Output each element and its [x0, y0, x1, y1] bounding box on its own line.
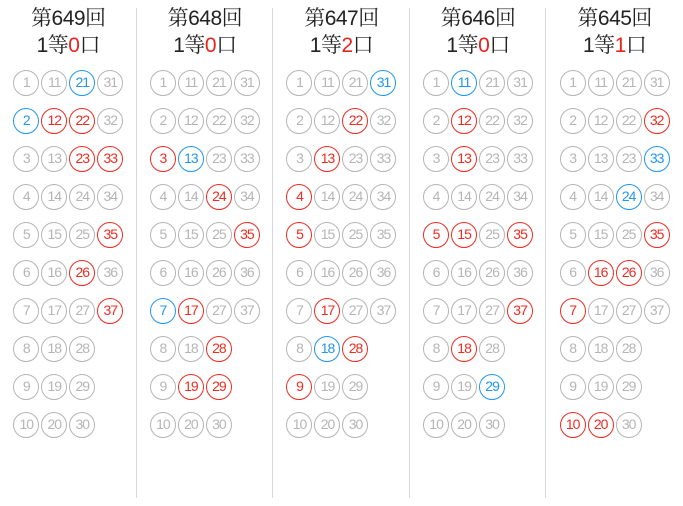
number-ball[interactable]: 37	[370, 298, 396, 324]
number-ball[interactable]: 31	[234, 70, 260, 96]
number-ball[interactable]: 16	[588, 260, 614, 286]
round-title: 第649回	[31, 7, 106, 30]
number-row	[149, 292, 261, 330]
number-ball[interactable]: 1	[560, 70, 586, 96]
number-ball[interactable]: 4	[423, 184, 449, 210]
number-ball[interactable]: 16	[41, 260, 67, 286]
number-ball[interactable]: 16	[178, 260, 204, 286]
number-ball[interactable]: 2	[560, 108, 586, 134]
number-ball[interactable]: 19	[588, 374, 614, 400]
prize-rank-label: 1等	[173, 34, 205, 57]
number-ball[interactable]: 22	[342, 108, 368, 134]
number-row	[559, 254, 671, 292]
number-ball[interactable]: 3	[560, 146, 586, 172]
number-ball[interactable]: 20	[588, 412, 614, 438]
number-ball[interactable]: 17	[178, 298, 204, 324]
number-row	[422, 254, 534, 292]
number-ball[interactable]: 11	[41, 70, 67, 96]
number-ball[interactable]: 7	[560, 298, 586, 324]
number-ball[interactable]: 9	[286, 374, 312, 400]
number-ball[interactable]: 24	[342, 184, 368, 210]
number-ball[interactable]: 26	[206, 260, 232, 286]
round-column	[137, 0, 274, 506]
number-ball[interactable]: 8	[560, 336, 586, 362]
prize-rank-label: 1等	[446, 34, 479, 57]
number-row	[285, 64, 397, 102]
number-ball[interactable]: 28	[206, 336, 232, 362]
number-ball[interactable]: 19	[178, 374, 204, 400]
number-row	[559, 64, 671, 102]
prize-count: 0	[68, 34, 80, 57]
number-ball[interactable]: 23	[616, 146, 642, 172]
number-ball[interactable]: 33	[644, 146, 670, 172]
number-ball[interactable]: 25	[206, 222, 232, 248]
number-grid	[410, 64, 547, 444]
prize-count: 0	[204, 34, 217, 57]
number-ball[interactable]: 25	[616, 222, 642, 248]
number-row	[559, 140, 671, 178]
number-ball[interactable]: 6	[560, 260, 586, 286]
number-row	[422, 216, 534, 254]
round-header	[0, 0, 137, 60]
number-ball[interactable]: 2	[286, 108, 312, 134]
number-row	[559, 368, 671, 406]
number-row	[12, 140, 124, 178]
number-ball[interactable]: 12	[41, 108, 67, 134]
number-ball[interactable]: 22	[616, 108, 642, 134]
number-ball[interactable]: 15	[41, 222, 67, 248]
number-row	[559, 178, 671, 216]
number-ball[interactable]: 15	[588, 222, 614, 248]
number-ball[interactable]: 34	[507, 184, 533, 210]
number-ball[interactable]: 18	[451, 336, 477, 362]
number-ball[interactable]: 26	[69, 260, 95, 286]
number-ball[interactable]: 10	[150, 412, 176, 438]
number-ball[interactable]: 4	[560, 184, 586, 210]
number-ball[interactable]: 28	[616, 336, 642, 362]
number-ball[interactable]: 24	[206, 184, 232, 210]
number-ball[interactable]: 25	[342, 222, 368, 248]
round-column	[0, 0, 137, 506]
number-row	[285, 368, 397, 406]
round-header	[273, 0, 410, 60]
number-ball[interactable]: 37	[644, 298, 670, 324]
number-ball[interactable]: 28	[479, 336, 505, 362]
number-ball[interactable]: 20	[451, 412, 477, 438]
number-ball[interactable]: 24	[616, 184, 642, 210]
round-title: 第648回	[167, 7, 243, 30]
number-ball[interactable]: 5	[150, 222, 176, 248]
number-ball[interactable]: 37	[507, 298, 533, 324]
number-row	[285, 406, 397, 444]
prize-summary	[546, 32, 683, 60]
number-ball[interactable]: 6	[423, 260, 449, 286]
number-row	[12, 330, 124, 368]
number-ball[interactable]: 10	[13, 412, 39, 438]
number-ball[interactable]: 25	[479, 222, 505, 248]
prize-rank-label: 1等	[36, 34, 69, 57]
prize-unit-label: 口	[216, 34, 237, 57]
number-grid	[546, 64, 683, 444]
round-column	[410, 0, 547, 506]
round-column	[546, 0, 683, 506]
number-ball[interactable]: 12	[588, 108, 614, 134]
number-ball[interactable]: 33	[507, 146, 533, 172]
number-ball[interactable]: 25	[69, 222, 95, 248]
round-title: 第646回	[440, 7, 516, 30]
number-ball[interactable]: 31	[370, 70, 396, 96]
number-ball[interactable]: 3	[13, 146, 39, 172]
number-ball[interactable]: 11	[451, 70, 477, 96]
number-ball[interactable]: 36	[370, 260, 396, 286]
number-ball[interactable]: 29	[206, 374, 232, 400]
number-ball[interactable]: 10	[423, 412, 449, 438]
number-ball[interactable]: 36	[507, 260, 533, 286]
number-ball-placeholder	[97, 412, 123, 438]
number-row	[422, 64, 534, 102]
number-ball[interactable]: 21	[479, 70, 505, 96]
number-ball[interactable]: 27	[206, 298, 232, 324]
number-ball[interactable]: 8	[13, 336, 39, 362]
number-ball[interactable]: 13	[178, 146, 204, 172]
number-ball[interactable]: 36	[234, 260, 260, 286]
number-ball[interactable]: 9	[13, 374, 39, 400]
number-row	[149, 178, 261, 216]
number-row	[559, 292, 671, 330]
number-ball[interactable]: 13	[41, 146, 67, 172]
number-ball[interactable]: 11	[588, 70, 614, 96]
number-ball[interactable]: 12	[451, 108, 477, 134]
number-ball[interactable]: 1	[286, 70, 312, 96]
number-ball-placeholder	[644, 374, 670, 400]
prize-count: 0	[478, 34, 490, 57]
number-ball[interactable]: 3	[150, 146, 176, 172]
number-ball[interactable]: 6	[286, 260, 312, 286]
number-ball-placeholder	[644, 336, 670, 362]
number-ball[interactable]: 4	[286, 184, 312, 210]
prize-summary	[137, 32, 274, 60]
number-row	[285, 178, 397, 216]
number-ball[interactable]: 31	[507, 70, 533, 96]
number-ball[interactable]: 23	[342, 146, 368, 172]
number-row	[559, 216, 671, 254]
number-row	[149, 406, 261, 444]
number-row	[559, 406, 671, 444]
number-ball[interactable]: 2	[13, 108, 39, 134]
round-header	[137, 0, 274, 60]
number-ball[interactable]: 26	[479, 260, 505, 286]
number-ball[interactable]: 27	[69, 298, 95, 324]
number-row	[12, 64, 124, 102]
number-ball[interactable]: 26	[342, 260, 368, 286]
number-row	[12, 254, 124, 292]
prize-unit-label: 口	[489, 34, 510, 57]
number-ball[interactable]: 35	[234, 222, 260, 248]
number-ball-placeholder	[370, 412, 396, 438]
number-ball[interactable]: 14	[588, 184, 614, 210]
number-ball[interactable]: 16	[451, 260, 477, 286]
number-row	[149, 254, 261, 292]
number-ball[interactable]: 3	[423, 146, 449, 172]
number-row	[12, 292, 124, 330]
number-ball[interactable]: 31	[644, 70, 670, 96]
number-ball[interactable]: 14	[41, 184, 67, 210]
number-ball[interactable]: 21	[69, 70, 95, 96]
round-column	[273, 0, 410, 506]
number-ball[interactable]: 1	[423, 70, 449, 96]
number-ball[interactable]: 13	[588, 146, 614, 172]
number-ball[interactable]: 29	[69, 374, 95, 400]
prize-rank-label: 1等	[309, 34, 342, 57]
number-ball[interactable]: 2	[150, 108, 176, 134]
number-ball[interactable]: 21	[342, 70, 368, 96]
prize-unit-label: 口	[79, 34, 100, 57]
prize-rank-label: 1等	[582, 34, 615, 57]
number-ball[interactable]: 36	[97, 260, 123, 286]
number-ball[interactable]: 9	[560, 374, 586, 400]
number-ball[interactable]: 34	[97, 184, 123, 210]
number-ball[interactable]: 19	[314, 374, 340, 400]
number-ball[interactable]: 6	[150, 260, 176, 286]
number-ball[interactable]: 12	[314, 108, 340, 134]
number-ball-placeholder	[234, 412, 260, 438]
number-ball-placeholder	[97, 374, 123, 400]
number-ball[interactable]: 20	[314, 412, 340, 438]
number-row	[285, 216, 397, 254]
number-ball[interactable]: 11	[314, 70, 340, 96]
number-ball[interactable]: 34	[644, 184, 670, 210]
prize-unit-label: 口	[625, 34, 647, 57]
number-ball[interactable]: 20	[41, 412, 67, 438]
number-ball[interactable]: 27	[616, 298, 642, 324]
number-ball[interactable]: 7	[150, 298, 176, 324]
number-ball[interactable]: 14	[178, 184, 204, 210]
number-ball[interactable]: 6	[13, 260, 39, 286]
number-ball[interactable]: 30	[479, 412, 505, 438]
number-row	[559, 330, 671, 368]
number-ball[interactable]: 9	[150, 374, 176, 400]
number-ball[interactable]: 32	[97, 108, 123, 134]
number-ball[interactable]: 37	[234, 298, 260, 324]
number-ball[interactable]: 19	[451, 374, 477, 400]
number-ball[interactable]: 32	[234, 108, 260, 134]
number-ball[interactable]: 29	[616, 374, 642, 400]
number-ball[interactable]: 30	[342, 412, 368, 438]
number-grid	[273, 64, 410, 444]
number-ball[interactable]: 5	[423, 222, 449, 248]
number-ball[interactable]: 32	[507, 108, 533, 134]
number-ball-placeholder	[234, 336, 260, 362]
prize-summary	[273, 32, 410, 60]
number-ball-placeholder	[507, 336, 533, 362]
number-ball-placeholder	[370, 336, 396, 362]
number-ball[interactable]: 34	[234, 184, 260, 210]
number-row	[149, 64, 261, 102]
number-ball[interactable]: 23	[69, 146, 95, 172]
number-ball[interactable]: 30	[206, 412, 232, 438]
number-ball[interactable]: 37	[97, 298, 123, 324]
number-ball[interactable]: 28	[342, 336, 368, 362]
number-ball[interactable]: 21	[616, 70, 642, 96]
number-ball[interactable]: 7	[286, 298, 312, 324]
number-ball[interactable]: 27	[479, 298, 505, 324]
prize-unit-label: 口	[352, 34, 374, 57]
prize-summary	[410, 32, 547, 60]
number-ball[interactable]: 5	[560, 222, 586, 248]
number-ball[interactable]: 31	[97, 70, 123, 96]
number-row	[149, 216, 261, 254]
number-ball[interactable]: 9	[423, 374, 449, 400]
number-ball-placeholder	[507, 374, 533, 400]
number-ball[interactable]: 4	[13, 184, 39, 210]
prize-summary	[0, 32, 137, 60]
number-ball[interactable]: 13	[451, 146, 477, 172]
number-row	[285, 330, 397, 368]
number-ball[interactable]: 32	[644, 108, 670, 134]
number-row	[422, 406, 534, 444]
number-ball[interactable]: 35	[97, 222, 123, 248]
number-row	[285, 140, 397, 178]
number-ball[interactable]: 1	[150, 70, 176, 96]
number-ball-placeholder	[644, 412, 670, 438]
number-ball[interactable]: 30	[616, 412, 642, 438]
number-ball[interactable]: 18	[178, 336, 204, 362]
number-ball-placeholder	[507, 412, 533, 438]
number-ball[interactable]: 10	[560, 412, 586, 438]
number-ball[interactable]: 8	[286, 336, 312, 362]
number-grid	[0, 64, 137, 444]
number-ball[interactable]: 12	[178, 108, 204, 134]
number-row	[422, 330, 534, 368]
number-row	[422, 140, 534, 178]
round-title: 第645回	[577, 7, 652, 30]
round-header	[546, 0, 683, 60]
number-ball-placeholder	[234, 374, 260, 400]
number-ball[interactable]: 7	[13, 298, 39, 324]
number-row	[559, 102, 671, 140]
number-ball[interactable]: 13	[314, 146, 340, 172]
number-ball[interactable]: 5	[286, 222, 312, 248]
number-ball[interactable]: 33	[234, 146, 260, 172]
number-ball[interactable]: 33	[370, 146, 396, 172]
number-ball[interactable]: 8	[423, 336, 449, 362]
number-ball[interactable]: 18	[314, 336, 340, 362]
number-ball[interactable]: 7	[423, 298, 449, 324]
number-row	[422, 102, 534, 140]
number-ball[interactable]: 23	[206, 146, 232, 172]
number-ball[interactable]: 21	[206, 70, 232, 96]
number-row	[285, 292, 397, 330]
number-ball[interactable]: 29	[479, 374, 505, 400]
number-row	[149, 140, 261, 178]
number-row	[149, 102, 261, 140]
number-ball-placeholder	[97, 336, 123, 362]
number-ball[interactable]: 17	[588, 298, 614, 324]
number-row	[422, 292, 534, 330]
number-ball[interactable]: 22	[206, 108, 232, 134]
number-grid	[137, 64, 274, 444]
number-row	[422, 178, 534, 216]
number-ball[interactable]: 26	[616, 260, 642, 286]
number-ball[interactable]: 29	[342, 374, 368, 400]
prize-count: 1	[614, 34, 626, 57]
number-ball[interactable]: 14	[314, 184, 340, 210]
number-row	[285, 102, 397, 140]
number-ball[interactable]: 1	[13, 70, 39, 96]
number-row	[12, 102, 124, 140]
number-ball[interactable]: 28	[69, 336, 95, 362]
number-ball[interactable]: 35	[644, 222, 670, 248]
number-ball[interactable]: 24	[479, 184, 505, 210]
number-ball[interactable]: 34	[370, 184, 396, 210]
number-ball[interactable]: 17	[314, 298, 340, 324]
number-ball[interactable]: 17	[41, 298, 67, 324]
number-ball[interactable]: 32	[370, 108, 396, 134]
number-ball[interactable]: 17	[451, 298, 477, 324]
number-row	[149, 330, 261, 368]
number-row	[12, 216, 124, 254]
number-ball[interactable]: 5	[13, 222, 39, 248]
number-ball[interactable]: 35	[370, 222, 396, 248]
number-ball[interactable]: 24	[69, 184, 95, 210]
number-ball[interactable]: 2	[423, 108, 449, 134]
number-ball[interactable]: 15	[314, 222, 340, 248]
number-ball[interactable]: 10	[286, 412, 312, 438]
round-title: 第647回	[304, 7, 379, 30]
round-header	[410, 0, 547, 60]
number-ball[interactable]: 23	[479, 146, 505, 172]
number-ball[interactable]: 18	[588, 336, 614, 362]
number-ball[interactable]: 14	[451, 184, 477, 210]
number-ball[interactable]: 35	[507, 222, 533, 248]
number-ball[interactable]: 36	[644, 260, 670, 286]
number-ball[interactable]: 8	[150, 336, 176, 362]
number-row	[12, 178, 124, 216]
number-ball[interactable]: 16	[314, 260, 340, 286]
number-ball[interactable]: 4	[150, 184, 176, 210]
number-row	[149, 368, 261, 406]
number-ball[interactable]: 22	[479, 108, 505, 134]
number-ball[interactable]: 3	[286, 146, 312, 172]
number-row	[422, 368, 534, 406]
number-ball[interactable]: 30	[69, 412, 95, 438]
number-ball[interactable]: 33	[97, 146, 123, 172]
number-ball[interactable]: 11	[178, 70, 204, 96]
number-ball[interactable]: 27	[342, 298, 368, 324]
number-ball-placeholder	[370, 374, 396, 400]
number-ball[interactable]: 18	[41, 336, 67, 362]
number-row	[12, 406, 124, 444]
number-ball[interactable]: 22	[69, 108, 95, 134]
prize-count: 2	[341, 34, 353, 57]
number-ball[interactable]: 15	[451, 222, 477, 248]
number-ball[interactable]: 20	[178, 412, 204, 438]
number-row	[285, 254, 397, 292]
number-ball[interactable]: 15	[178, 222, 204, 248]
number-row	[12, 368, 124, 406]
number-ball[interactable]: 19	[41, 374, 67, 400]
